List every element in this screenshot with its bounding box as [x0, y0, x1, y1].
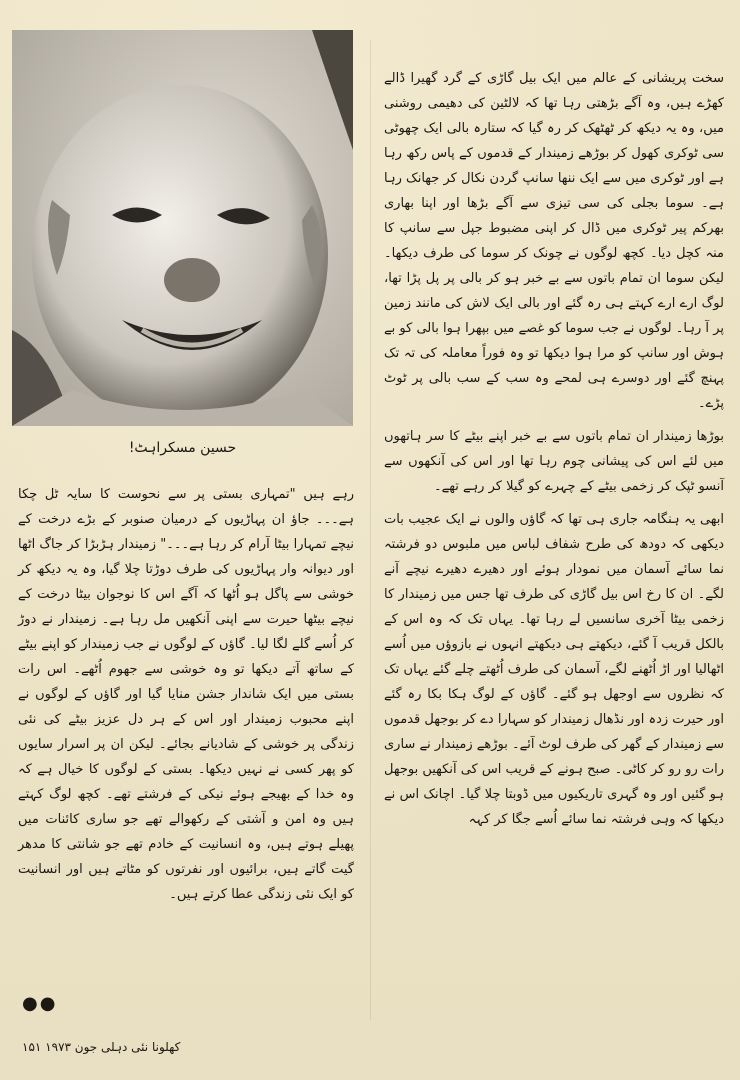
article-left-column [18, 482, 354, 1022]
article-paragraph: بوڑھا زمیندار ان تمام باتوں سے بے خبر اپنے بیٹے کا سر ہاتھوں میں لئے اس کی پیشانی چوم رہا تھا اور اس کی آنکھوں سے آنسو ٹپک کر زخمی بیٹے کے چہرے کو گیلا کر رہے تھے۔ [384, 429, 724, 494]
article-paragraph: رہے ہیں "تمہاری بستی پر سے نحوست کا سایہ ٹل چکا ہے۔۔۔ جاؤ ان پہاڑیوں کے درمیان صنوبر کے بڑے درخت کے نیچے تمہارا بیٹا آرام کر رہا ہے۔۔۔" زمیندار ہڑبڑا کر جاگ اٹھا اور دیوانہ وار پہاڑیوں کی طرف دوڑتا چلا گیا، وہ یہ دیکھ کر خوشی سے پاگل ہو اُٹھا کہ آگے اس کا نوجوان بیٹا درخت کے نیچے بیٹھا حیرت سے اپنی آنکھیں مل رہا ہے۔ زمیندار نے دوڑ کر اُسے گلے لگا لیا۔ گاؤں کے لوگوں نے جب زمیندار کو اپنے بیٹے کے ساتھ آتے دیکھا تو وہ خوشی سے جھوم اُٹھے۔ اس رات بستی میں ایک شاندار جشن منایا گیا اور گاؤں کے لوگوں نے اپنے محبوب زمیندار اور اس کے ہر دل عزیز بیٹے کی نئی زندگی پر خوشی کے شادیانے بجائے۔ لیکن ان پر اسرار سایوں کو پھر کسی نے نہیں دیکھا۔ بستی کے لوگوں کا خیال ہے کہ وہ خدا کے بھیجے ہوئے نیکی کے فرشتے تھے۔ کچھ لوگ کہتے ہیں وہ امن و آشتی کے رکھوالے تھے جو ساری کائنات میں پھیلے ہوتے ہیں، وہ انسانیت کے خادم تھے جو شانتی کا مدھر گیت گاتے ہیں، برائیوں اور نفرتوں کو مٹاتے ہیں اور انسانیت کو ایک نئی زندگی عطا کرتے ہیں۔ [18, 487, 354, 902]
column-divider [370, 40, 371, 1020]
photo-caption: حسین مسکراہٹ! [128, 440, 237, 456]
end-ornament: ●● [22, 993, 58, 1014]
article-paragraph: سخت پریشانی کے عالم میں ایک بیل گاڑی کے گرد گھیرا ڈالے کھڑے ہیں، وہ آگے بڑھتی رہا تھا کہ لالٹین کی دھیمی روشنی میں، وہ یہ دیکھ کر ٹھٹھک کر رہ گیا کہ ستارہ بالی ایک چھوٹی سی ٹوکری کھول کر بوڑھے زمیندار کے قدموں کے پاس رکھ رہا ہے اور ٹوکری میں سے ایک ننھا سانپ گردن نکال کر جھانک رہا ہے۔ سوما بجلی کی سی تیزی سے آگے بڑھا اور اپنا بھاری بھرکم پیر ٹوکری میں ڈال کر اپنی مضبوط جپل سے سانپ کا منہ کچل دیا۔ کچھ لوگوں نے چونک کر سوما کی طرف دیکھا۔ لیکن سوما ان تمام باتوں سے بے خبر ہو کر بالی پر پل پڑا تھا، لوگ ارے ارے کہتے ہی رہ گئے اور بالی ایک لاش کی مانند زمین پر آ رہا۔ لوگوں نے جب سوما کو غصے میں بپھرا ہوا بالی کو بے ہوش اور سانپ کو مرا ہوا دیکھا تو وہ فوراً معاملہ کی تہ تک پہنچ گئے اور دوسرے ہی لمحے وہ سب کے سب بالی پر ٹوٹ پڑے۔ [384, 71, 724, 411]
baby-photo-icon [12, 30, 353, 426]
article-paragraph: ابھی یہ ہنگامہ جاری ہی تھا کہ گاؤں والوں نے ایک عجیب بات دیکھی کہ دودھ کی طرح شفاف لباس میں ملبوس دو فرشتہ نما سائے آسمان میں نمودار ہوئے اور دھیرے دھیرے نیچے آنے لگے۔ ان کا رخ اس بیل گاڑی کی طرف تھا جس میں زمیندار کا زخمی بیٹا آخری سانسیں لے رہا تھا۔ یہاں تک کہ وہ اس کے بالکل قریب آ گئے، دیکھتے ہی دیکھتے انہوں نے بازوؤں میں اُسے اٹھالیا اور اڑ اُٹھنے لگے، آسمان کی طرف اُٹھتے چلے گئے یہاں تک کہ نظروں سے اوجھل ہو گئے۔ گاؤں کے لوگ ہکا بکا رہ گئے اور حیرت زدہ اور نڈھال زمیندار کو سہارا دے کر بوجھل قدموں سے زمیندار کے گھر کی طرف لوٹ آئے۔ بوڑھے زمیندار نے ساری رات رو رو کر کاٹی۔ صبح ہونے کے قریب اس کی آنکھیں بوجھل ہو گئیں اور وہ گہری تاریکیوں میں ڈوبتا چلا گیا۔ اچانک اس نے دیکھا کہ وہی فرشتہ نما سائے اُسے جگا کر کہہ [384, 512, 724, 827]
article-right-column [384, 66, 724, 1056]
page-footer: کھلونا نئی دہلی جون ۱۹۷۳ ۱۵۱ [22, 1040, 181, 1054]
baby-photo [12, 30, 353, 426]
